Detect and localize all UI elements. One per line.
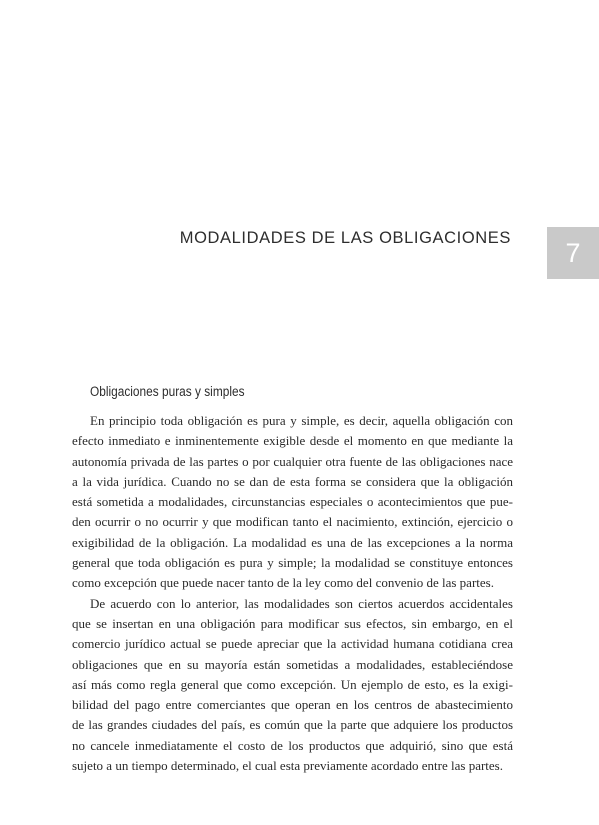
text-line: no cancele inmediatamente el costo de los productos que adquirió, sino que está <box>72 737 513 753</box>
text-line: exigibilidad de la obligación. La modalidad es una de las excepciones a la norma <box>72 534 513 550</box>
chapter-title: MODALIDADES DE LAS OBLIGACIONES <box>179 229 511 247</box>
paragraph <box>72 594 513 777</box>
text-line: a la vida jurídica. Cuando no se dan de esta forma se considera que la obligación <box>72 473 513 489</box>
text-line: está sometida a modalidades, circunstancias especiales o acontecimientos que pue- <box>72 494 513 510</box>
text-line: En principio toda obligación es pura y simple, es decir, aquella obligación con <box>90 413 513 428</box>
paragraph <box>72 411 513 594</box>
section-heading: Obligaciones puras y simples <box>90 384 245 399</box>
text-line: general que toda obligación es pura y simple; la modalidad se constituye entonces <box>72 555 513 571</box>
body-text <box>72 411 513 776</box>
text-line: De acuerdo con lo anterior, las modalidades son ciertos acuerdos accidentales <box>90 595 513 611</box>
text-line: así más como regla general que como excepción. Un ejemplo de esto, es la exigi- <box>72 676 513 692</box>
text-line: que se insertan en una obligación para modificar sus efectos, sin embargo, en el <box>72 615 513 631</box>
text-line: autonomía privada de las partes o por cualquier otra fuente de las obligaciones nace <box>72 453 513 469</box>
text-line: de las grandes ciudades del país, es común que la parte que adquiere los productos <box>72 717 513 733</box>
text-line: como excepción que puede nacer tanto de la ley como del convenio de las partes. <box>72 575 494 591</box>
text-line: comercio jurídico actual se puede apreciar que la actividad humana cotidiana crea <box>72 636 513 652</box>
text-line: bilidad del pago entre comerciantes que operan en los centros de abastecimiento <box>72 697 513 713</box>
text-line: efecto inmediato e inminentemente exigible desde el momento en que mediante la <box>72 433 513 449</box>
text-line: obligaciones que en su mayoría están sometidas a modalidades, estableciéndose <box>72 656 513 672</box>
text-line: sujeto a un tiempo determinado, el cual esta previamente acordado entre las partes. <box>72 758 503 774</box>
chapter-number-tab <box>547 227 599 279</box>
chapter-number: 7 <box>565 237 581 268</box>
text-line: den ocurrir o no ocurrir y que modifican tanto el nacimiento, extinción, ejercicio o <box>72 514 513 530</box>
